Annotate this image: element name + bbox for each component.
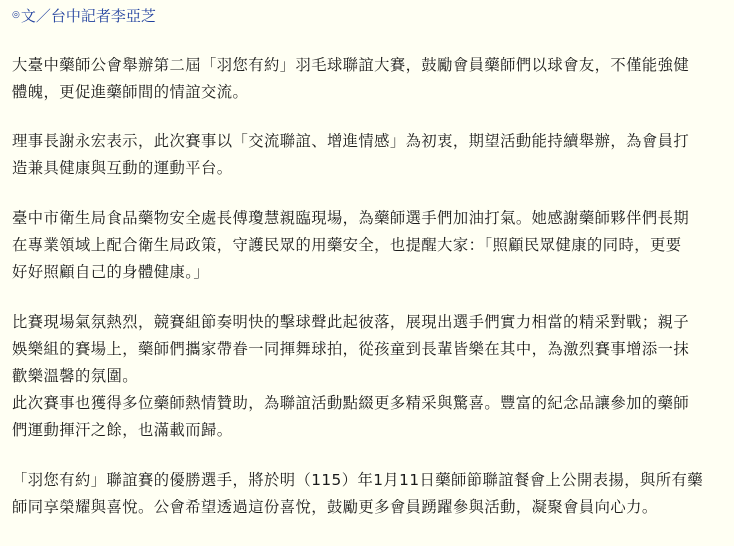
paragraph-line: 體魄，更促進藥師間的情誼交流。 <box>12 83 249 101</box>
paragraph-line: 們運動揮汗之餘，也滿載而歸。 <box>12 421 233 439</box>
paragraph-health-bureau <box>12 205 722 286</box>
paragraph-line: 理事長謝永宏表示，此次賽事以「交流聯誼、增進情感」為初衷，期望活動能持續舉辦，為會員打 <box>12 132 690 150</box>
paragraph-line: 好好照顧自己的身體健康。」 <box>12 263 210 281</box>
paragraph-line: 臺中市衛生局食品藥物安全處長傅瓊慧親臨現場，為藥師選手們加油打氣。她感謝藥師夥伴們長期 <box>12 209 690 227</box>
paragraph-intro <box>12 52 722 106</box>
paragraph-competition <box>12 309 722 390</box>
paragraph-line: 歡樂溫馨的氛圍。 <box>12 367 138 385</box>
paragraph-sponsors <box>12 390 722 444</box>
paragraph-line: 在專業領域上配合衛生局政策，守護民眾的用藥安全，也提醒大家：「照顧民眾健康的同時，更要 <box>12 236 682 254</box>
paragraph-line: 「羽您有約」聯誼賽的優勝選手，將於明（115）年1月11日藥師節聯誼餐會上公開表揚，與所有藥 <box>12 471 703 489</box>
paragraph-line: 比賽現場氣氛熱烈，競賽組節奏明快的擊球聲此起彼落，展現出選手們實力相當的精采對戰；親子 <box>12 313 690 331</box>
paragraph-chairman-quote <box>12 128 722 182</box>
paragraph-winners <box>12 467 722 521</box>
paragraph-line: 此次賽事也獲得多位藥師熱情贊助，為聯誼活動點綴更多精采與驚喜。豐富的紀念品讓參加的藥師 <box>12 394 690 412</box>
paragraph-line: 娛樂組的賽場上，藥師們攜家帶眷一同揮舞球拍，從孩童到長輩皆樂在其中，為激烈賽事增添一抹 <box>12 340 690 358</box>
paragraph-line: 大臺中藥師公會舉辦第二屆「羽您有約」羽毛球聯誼大賽，鼓勵會員藥師們以球會友，不僅能強健 <box>12 56 690 74</box>
byline-text: 文／台中記者李亞芝 <box>20 7 156 25</box>
paragraph-line: 造兼具健康與互動的運動平台。 <box>12 159 233 177</box>
paragraph-line: 師同享榮耀與喜悅。公會希望透過這份喜悅，鼓勵更多會員踴躍參與活動，凝聚會員向心力。 <box>12 498 658 516</box>
byline <box>12 6 722 26</box>
byline-mark-icon: ◎ <box>12 10 20 20</box>
